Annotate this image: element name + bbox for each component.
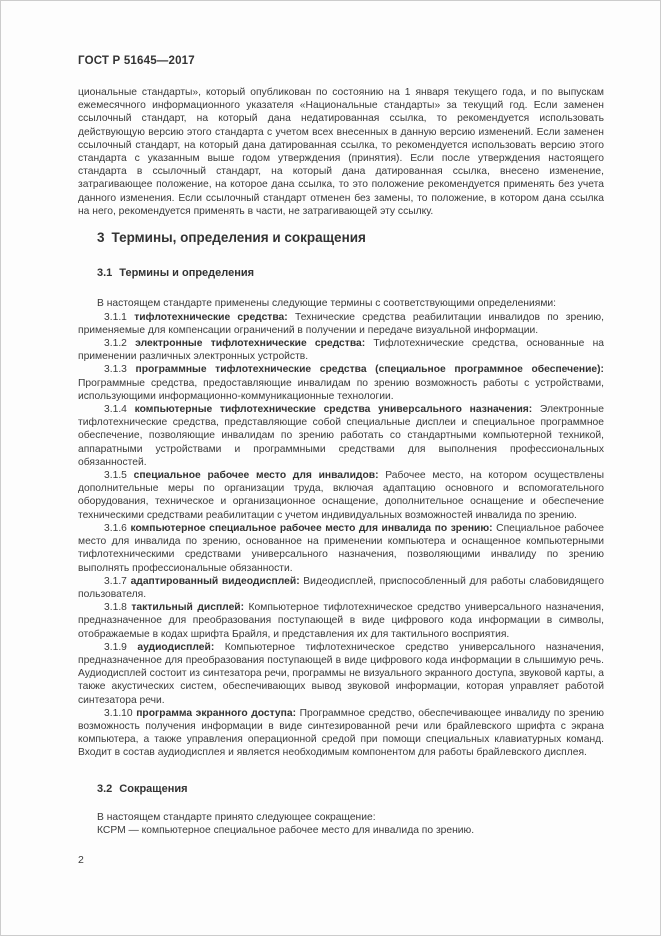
- section-3-1-heading: [97, 267, 604, 280]
- term-name: компьютерные тифлотехнические средства универсального назначения:: [134, 404, 533, 416]
- section-3-2-number: 3.2: [97, 782, 113, 795]
- doc-header: ГОСТ Р 51645—2017: [78, 55, 195, 67]
- term-definition: Рабочее место, на котором осуществлены дополнительные меры по организации труда, включая адаптацию основного и вспомогательного оборудования, техническое и организационное оснащение, дополнительное оснащение и обеспечение техническими средствами реабилитации с учетом индивидуальных возможностей инвалида по зрению.: [78, 470, 604, 521]
- term-paragraph: [78, 707, 604, 760]
- page-number: 2: [78, 854, 84, 867]
- section-3-2-heading: [97, 783, 604, 796]
- term-name: программные тифлотехнические средства (специальное программное обеспечение):: [135, 364, 604, 376]
- term-definition: Компьютерное тифлотехническое средство универсального назначения, предназначенное для преобразования поступающей в виде цифрового кода информации в слышимую речь. Аудиодисплей состоит из синтезатора речи, программы не визуального экранного доступа, звуковой карты, а также акустических систем, обеспечивающих вывод звуковой информации, которая управляет работой синтезатора речи.: [78, 641, 604, 706]
- term-number: 3.1.5: [104, 470, 127, 482]
- term-paragraph: [78, 311, 604, 337]
- term-definition: Электронные тифлотехнические средства, представляющие собой специальные дисплеи и специальное программное обеспечение, позволяющие инвалидам по зрению работать со стандартными компьютерной техникой, аппаратными устройствами и программными средствами для выполнения профессиональных обязанностей.: [78, 404, 604, 468]
- section-3-number: 3: [97, 230, 105, 246]
- term-name: электронные тифлотехнические средства:: [135, 338, 366, 350]
- term-number: 3.1.10: [104, 707, 133, 719]
- intro-paragraph: циональные стандарты», который опубликован по состоянию на 1 января текущего года, и по выпускам ежемесячного информационного указателя «Национальные стандарты» за текущий год. Если заменен ссылочный стандарт, на который дана недатированная ссылка, то рекомендуется использовать действующую версию этого стандарта с учетом всех внесенных в данную версию изменений. Если заменен ссылочный стандарт, на который дана датированная ссылка, то рекомендуется использовать версию этого стандарта с указанным выше годом утверждения (принятия). Если после утверждения настоящего стандарта в ссылочный стандарт, на который дана датированная ссылка, внесено изменение, затрагивающее положение, на которое дана ссылка, то это положение рекомендуется применять без учета данного изменения. Если ссылочный стандарт отменен без замены, то положение, в котором дана ссылка на него, рекомендуется применять в части, не затрагивающей эту ссылку.: [78, 87, 604, 217]
- term-definition: Компьютерное тифлотехническое средство универсального назначения, предназначенное для преобразования поступающей в виде цифрового кода информации в символы, отображаемые в кодах шрифта Брайля, и представления их для тактильного восприятия.: [78, 602, 604, 640]
- abbreviation-entry: КСРМ — компьютерное специальное рабочее место для инвалида по зрению.: [97, 824, 475, 836]
- term-paragraph: [78, 575, 604, 601]
- term-name: компьютерное специальное рабочее место для инвалида по зрению:: [130, 522, 493, 534]
- term-name: адаптированный видеодисплей:: [130, 575, 300, 587]
- term-number: 3.1.8: [104, 602, 127, 614]
- term-number: 3.1.2: [104, 338, 127, 350]
- section-3-1-title: Термины и определения: [119, 267, 255, 280]
- section-3-title: Термины, определения и сокращения: [111, 230, 366, 246]
- term-definition: Программные средства, предоставляющие инвалидам по зрению возможность работы с устройствами, использующими информационно-коммуникационные технологии.: [78, 377, 604, 402]
- term-number: 3.1.6: [104, 522, 127, 534]
- term-number: 3.1.3: [104, 364, 127, 376]
- term-paragraph: [78, 601, 604, 641]
- term-definition: Тифлотехнические средства, основанные на применении различных электронных устройств.: [78, 338, 604, 363]
- section-3-2-title: Сокращения: [119, 782, 188, 795]
- term-number: 3.1.9: [104, 641, 127, 653]
- section-3-1-number: 3.1: [97, 267, 113, 280]
- term-name: тифлотехнические средства:: [134, 311, 288, 323]
- section-3-heading: [97, 231, 604, 244]
- term-paragraph: [78, 363, 604, 403]
- term-paragraph: [78, 337, 604, 363]
- terms-intro: В настоящем стандарте применены следующие термины с соответствующими определениями:: [97, 298, 557, 310]
- term-definition: Специальное рабочее место для инвалида по зрению, основанное на применении компьютера и оснащенное компьютерными тифлотехническими средствами универсального назначения, позволяющими инвалиду по зрению выполнять профессиональные обязанности.: [78, 522, 604, 574]
- term-paragraph: [78, 641, 604, 707]
- term-name: тактильный дисплей:: [131, 602, 245, 614]
- term-paragraph: [78, 522, 604, 575]
- term-name: программа экранного доступа:: [136, 707, 297, 719]
- term-paragraph: [78, 469, 604, 522]
- term-paragraph: [78, 403, 604, 469]
- term-definition: Программное средство, обеспечивающее инвалиду по зрению возможность получения информации в виде синтезированной речи или брайлевского шрифта с экрана компьютера, а также управления операционной средой при помощи специальных клавиатурных команд. Входит в состав аудиодисплея и является необходимым компонентом для работы брайлевского дисплея.: [78, 707, 604, 759]
- terms-list: [78, 311, 604, 760]
- term-definition: Технические средства реабилитации инвалидов по зрению, применяемые для компенсации ограничений в получении и передаче визуальной информации.: [78, 311, 604, 336]
- term-definition: Видеодисплей, приспособленный для работы слабовидящего пользователя.: [78, 575, 604, 600]
- term-number: 3.1.4: [104, 404, 127, 416]
- term-name: специальное рабочее место для инвалидов:: [133, 470, 379, 482]
- term-number: 3.1.7: [104, 575, 127, 587]
- term-name: аудиодисплей:: [137, 641, 215, 653]
- term-number: 3.1.1: [104, 311, 127, 323]
- abbreviations-intro: В настоящем стандарте принято следующее сокращение:: [97, 811, 376, 823]
